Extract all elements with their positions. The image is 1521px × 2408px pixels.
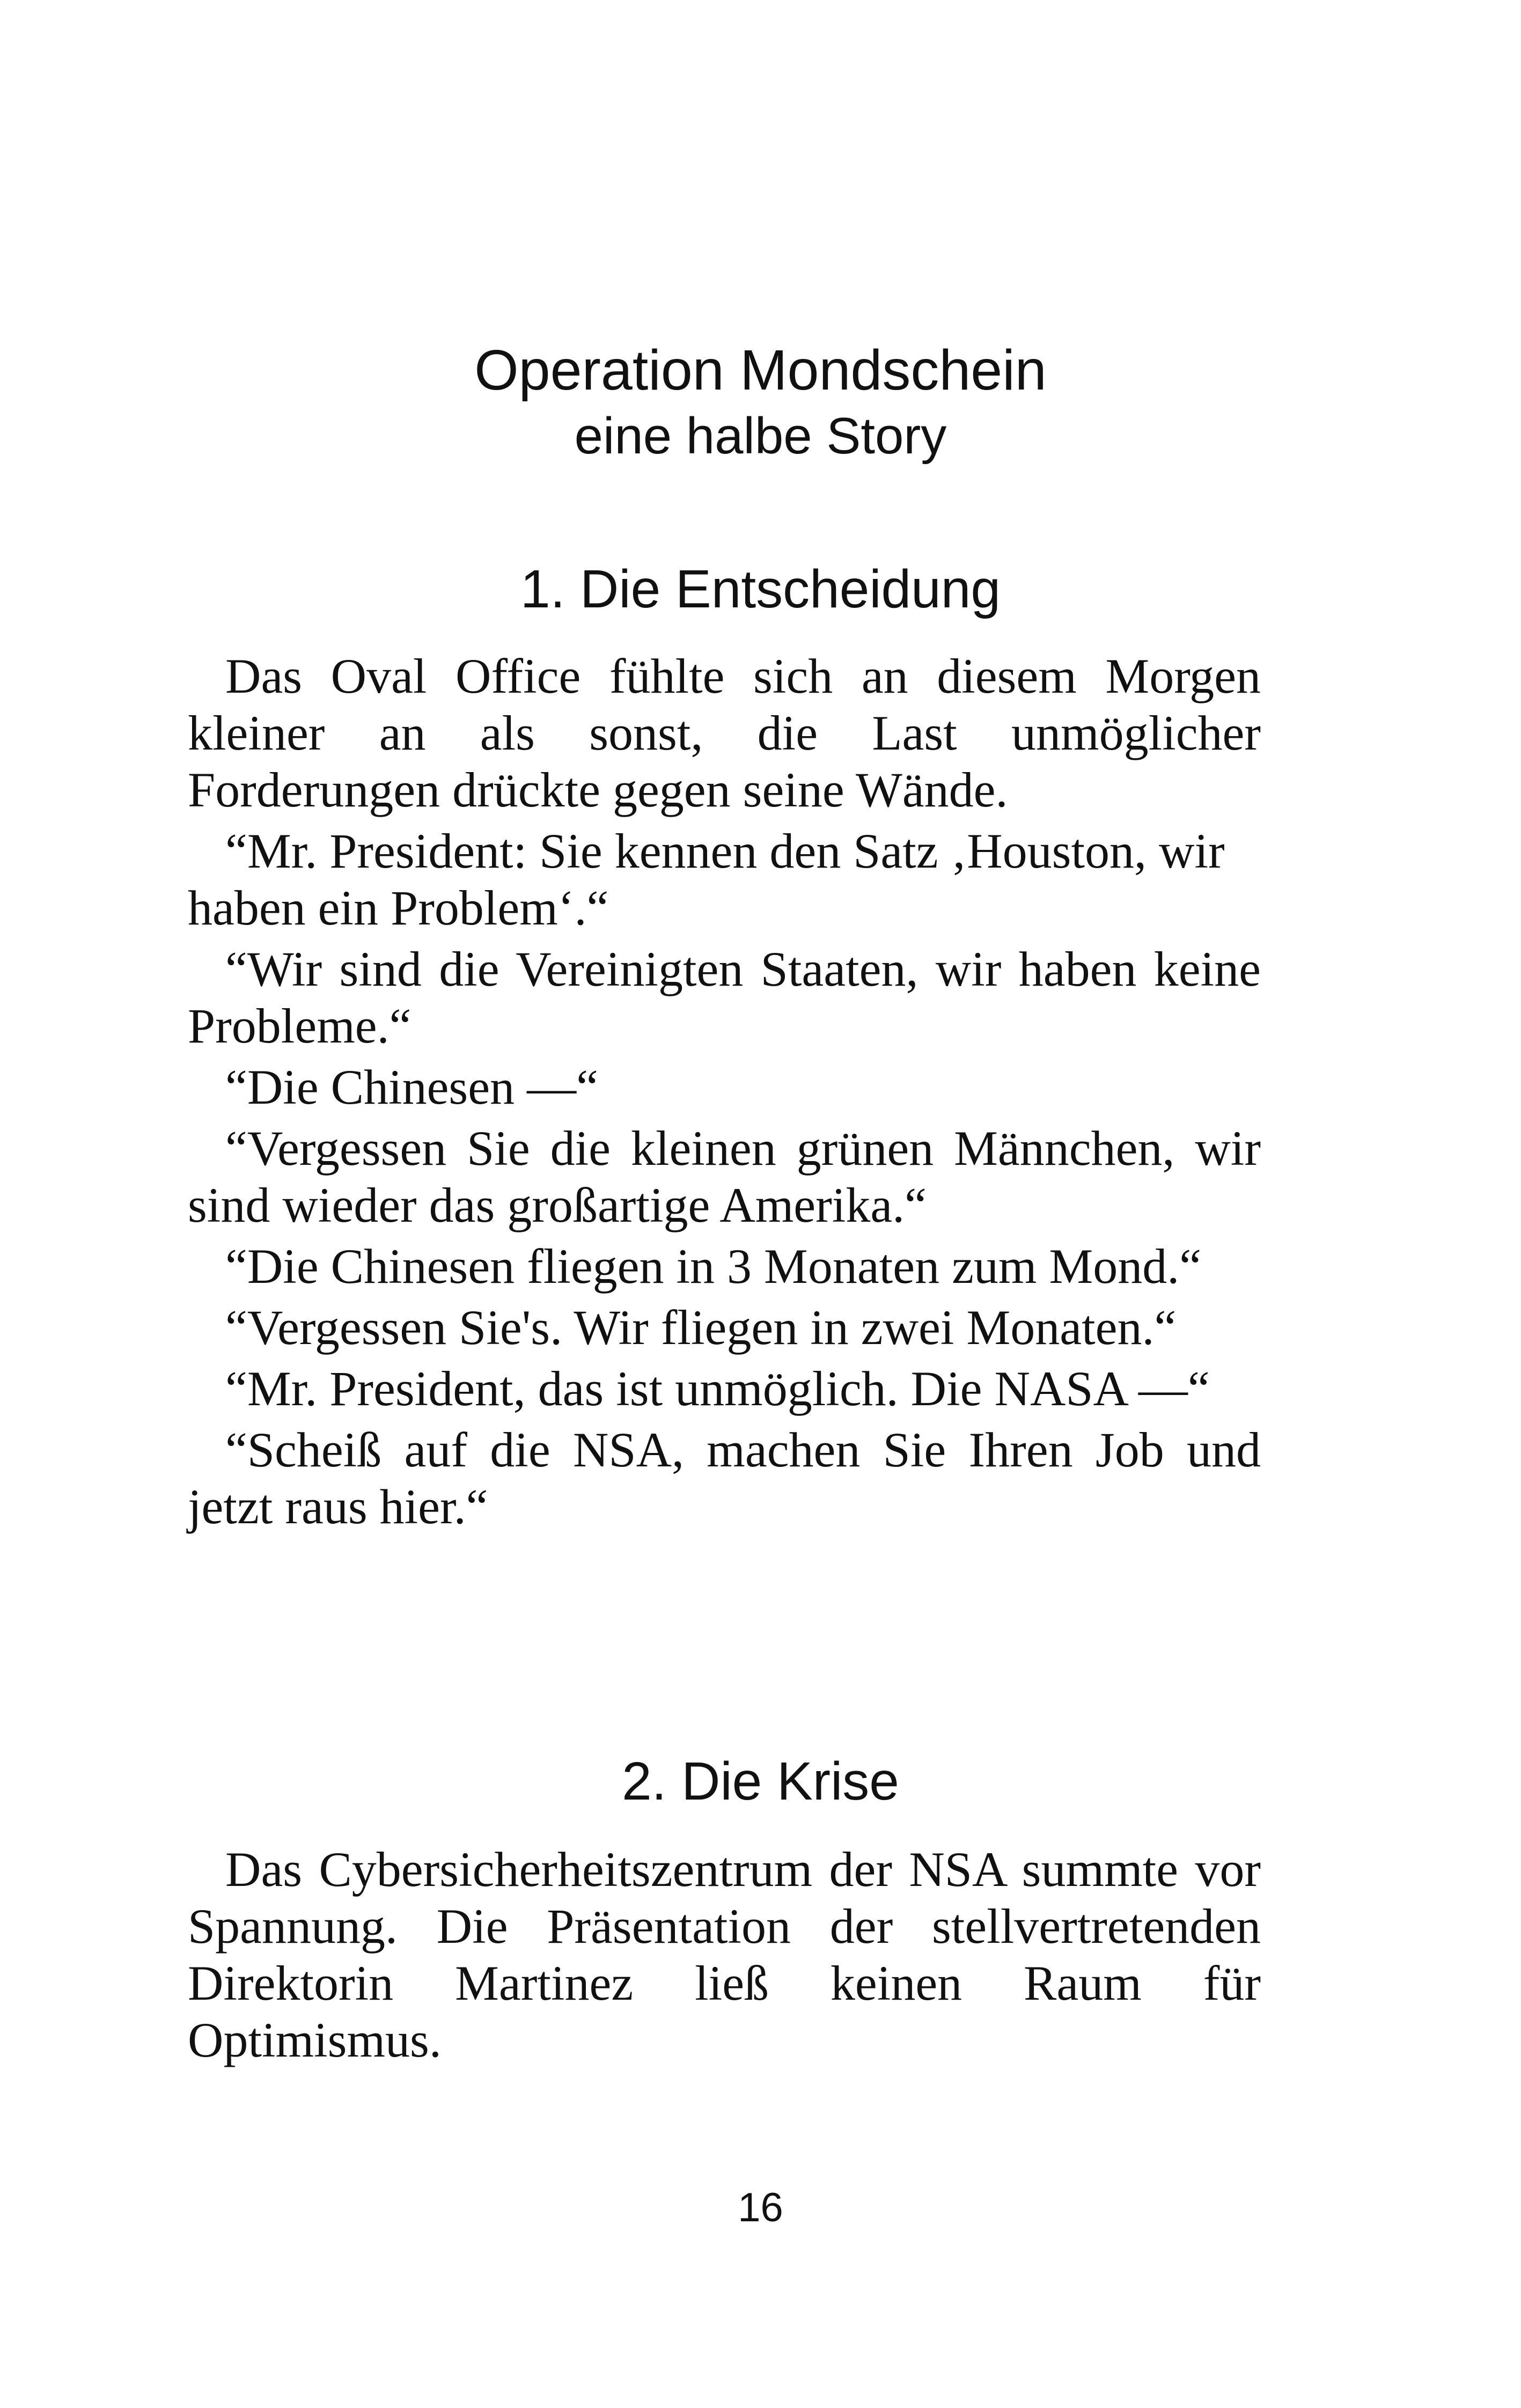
paragraph: “Vergessen Sie's. Wir fliegen in zwei Monaten.“ — [225, 1300, 1177, 1355]
story-title: Operation Mondschein — [474, 339, 1047, 402]
paragraph: “Scheiß auf die NSA, machen Sie Ihren Job und jetzt raus hier.“ — [188, 1422, 1261, 1534]
paragraph: “Mr. President: Sie kennen den Satz ‚Houston, wir haben ein Problem‘.“ — [188, 824, 1225, 935]
paragraph: “Wir sind die Vereinigten Staaten, wir haben keine Probleme.“ — [188, 942, 1261, 1053]
chapter-1-heading: 1. Die Entscheidung — [520, 559, 1001, 619]
paragraph: “Die Chinesen —“ — [225, 1060, 598, 1114]
page-number: 16 — [738, 2185, 783, 2230]
story-subtitle: eine halbe Story — [574, 407, 947, 465]
chapter-1-body — [188, 648, 1261, 1539]
paragraph: Das Cybersicherheitszentrum der NSA summte vor Spannung. Die Präsentation der stellvertretenden Direktorin Martinez ließ keinen Raum für Optimismus. — [188, 1842, 1261, 2067]
paragraph: “Mr. President, das ist unmöglich. Die NASA —“ — [225, 1361, 1210, 1416]
chapter-2-body — [188, 1841, 1261, 2073]
paragraph: “Vergessen Sie die kleinen grünen Männchen, wir sind wieder das großartige Amerika.“ — [188, 1121, 1261, 1232]
paragraph: “Die Chinesen fliegen in 3 Monaten zum Mond.“ — [225, 1239, 1202, 1294]
chapter-2-heading: 2. Die Krise — [622, 1751, 899, 1811]
paragraph: Das Oval Office fühlte sich an diesem Morgen kleiner an als sonst, die Last unmöglicher Forderungen drückte gegen seine Wände. — [188, 649, 1261, 817]
